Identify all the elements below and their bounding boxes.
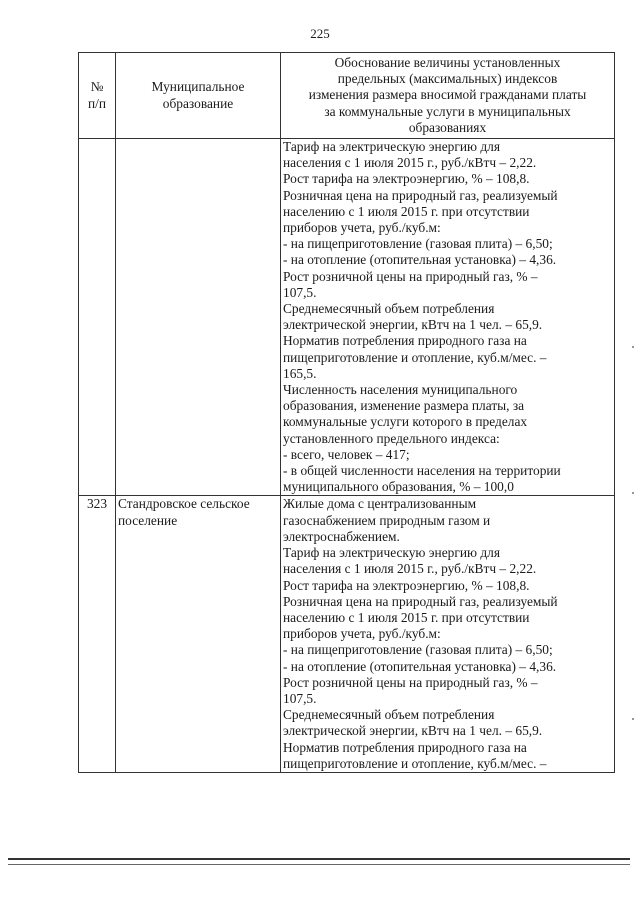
page-number: 225 <box>310 26 330 41</box>
municipality-line: поселение <box>118 512 178 528</box>
justification-line: приборов учета, руб./куб.м: <box>283 626 441 642</box>
justification-line: Численность населения муниципального <box>283 382 518 398</box>
table-row <box>79 139 615 496</box>
justification-line: электрической энергии, кВтч на 1 чел. – 65,9. <box>283 317 543 333</box>
justification-line: образования, изменение размера платы, за <box>283 398 525 414</box>
justification-line: газоснабжением природным газом и <box>283 512 491 528</box>
row-justification <box>281 139 615 496</box>
justification-line: населения с 1 июля 2015 г., руб./кВтч – 2,22. <box>283 155 537 171</box>
header-municipality-line: образование <box>162 95 234 111</box>
justification-line: Рост розничной цены на природный газ, % – <box>283 268 538 284</box>
justification-line: - в общей численности населения на территории <box>283 463 561 479</box>
row-municipality <box>116 139 281 496</box>
header-justification-line: изменения размера вносимой гражданами платы <box>308 87 587 103</box>
bottom-rule-thin <box>8 864 630 865</box>
justification-line: муниципального образования, % – 100,0 <box>283 479 514 495</box>
bottom-rule <box>8 858 630 860</box>
header-num <box>79 53 116 139</box>
header-municipality <box>116 53 281 139</box>
justification-line: - на пищеприготовление (газовая плита) – 6,50; <box>283 642 553 658</box>
justification-line: электроснабжением. <box>283 528 400 544</box>
justification-line: - всего, человек – 417; <box>283 446 410 462</box>
table-header-row <box>79 53 615 139</box>
justification-line: коммунальные услуги которого в пределах <box>283 414 528 430</box>
justification-line: Рост тарифа на электроэнергию, % – 108,8. <box>283 171 530 187</box>
justification-line: Норматив потребления природного газа на <box>283 333 527 349</box>
scan-speck <box>632 718 634 720</box>
justification-line: Тариф на электрическую энергию для <box>283 139 501 155</box>
table-body <box>79 139 615 773</box>
justification-line: - на отопление (отопительная установка) – 4,36. <box>283 658 557 674</box>
justification-line: приборов учета, руб./куб.м: <box>283 220 441 236</box>
justification-line: Розничная цена на природный газ, реализуемый <box>283 593 558 609</box>
justification-line: 165,5. <box>283 365 317 381</box>
justification-line: населению с 1 июля 2015 г. при отсутствии <box>283 609 530 625</box>
justification-line: населению с 1 июля 2015 г. при отсутствии <box>283 203 530 219</box>
row-municipality <box>116 496 281 772</box>
header-municipality-line: Муниципальное <box>151 79 245 95</box>
justification-line: Среднемесячный объем потребления <box>283 301 495 317</box>
justification-line: Среднемесячный объем потребления <box>283 707 495 723</box>
justification-line: - на отопление (отопительная установка) – 4,36. <box>283 252 557 268</box>
justification-line: пищеприготовление и отопление, куб.м/мес. – <box>283 755 547 771</box>
header-justification <box>281 53 615 139</box>
row-justification <box>281 496 615 772</box>
scan-speck <box>632 492 634 494</box>
scan-speck <box>632 346 634 348</box>
justification-line: населения с 1 июля 2015 г., руб./кВтч – 2,22. <box>283 561 537 577</box>
table-row <box>79 496 615 772</box>
justification-line: Тариф на электрическую энергию для <box>283 545 501 561</box>
justification-line: пищеприготовление и отопление, куб.м/мес. – <box>283 349 547 365</box>
justification-line: 107,5. <box>283 690 317 706</box>
header-justification-line: предельных (максимальных) индексов <box>337 71 558 87</box>
header-justification-line: Обоснование величины установленных <box>334 55 561 70</box>
header-justification-line: за коммунальные услуги в муниципальных <box>324 103 571 119</box>
justification-line: - на пищеприготовление (газовая плита) – 6,50; <box>283 236 553 252</box>
justification-line: Рост тарифа на электроэнергию, % – 108,8. <box>283 577 530 593</box>
justification-line: Жилые дома с централизованным <box>283 496 477 512</box>
justification-line: 107,5. <box>283 284 317 300</box>
row-number: 323 <box>79 496 116 772</box>
header-num-line: № <box>90 79 104 95</box>
justification-line: электрической энергии, кВтч на 1 чел. – 65,9. <box>283 723 543 739</box>
municipality-line: Стандровское сельское <box>118 496 250 512</box>
row-number <box>79 139 116 496</box>
justification-line: Розничная цена на природный газ, реализуемый <box>283 187 558 203</box>
tariff-table <box>78 52 615 773</box>
justification-line: установленного предельного индекса: <box>283 430 500 446</box>
justification-line: Рост розничной цены на природный газ, % – <box>283 674 538 690</box>
header-num-line: п/п <box>87 95 107 111</box>
header-justification-line: образованиях <box>408 119 487 135</box>
justification-line: Норматив потребления природного газа на <box>283 739 527 755</box>
